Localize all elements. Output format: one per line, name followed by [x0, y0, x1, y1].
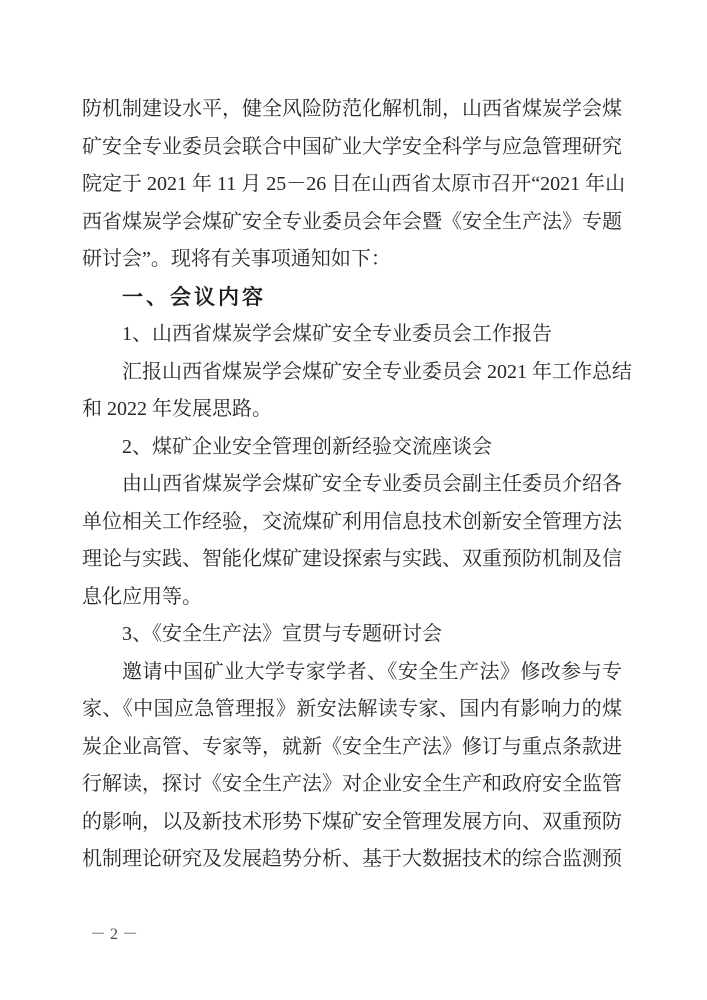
- text-line: 汇报山西省煤炭学会煤矿安全专业委员会 2021 年工作总结: [122, 360, 632, 383]
- text-line: 西省煤炭学会煤矿安全专业委员会年会暨《安全生产法》专题: [82, 210, 622, 233]
- text-line: 邀请中国矿业大学专家学者、《安全生产法》修改参与专: [122, 660, 622, 683]
- document-body: [82, 91, 632, 879]
- text-line: 理论与实践、智能化煤矿建设探索与实践、双重预防机制及信: [82, 548, 622, 570]
- page-number: － 2 －: [90, 926, 139, 943]
- text-line: 由山西省煤炭学会煤矿安全专业委员会副主任委员介绍各: [122, 473, 622, 495]
- text-line: 息化应用等。: [82, 585, 202, 608]
- text-line: 的影响，以及新技术形势下煤矿安全管理发展方向、双重预防: [82, 810, 622, 833]
- text-line: 行解读，探讨《安全生产法》对企业安全生产和政府安全监管: [82, 773, 622, 795]
- list-item-2: 2、煤矿企业安全管理创新经验交流座谈会: [122, 435, 492, 458]
- text-line: 研讨会”。现将有关事项通知如下：: [82, 248, 391, 270]
- text-line: 和 2022 年发展思路。: [82, 398, 272, 420]
- list-item-3: 3、《安全生产法》宣贯与专题研讨会: [122, 623, 442, 645]
- text-line: 院定于 2021 年 11 月 25－26 日在山西省太原市召开“2021 年山: [82, 173, 626, 195]
- section-heading: 一、会议内容: [122, 285, 266, 309]
- text-line: 家、《中国应急管理报》新安法解读专家、国内有影响力的煤: [82, 698, 622, 720]
- text-line: 炭企业高管、专家等，就新《安全生产法》修订与重点条款进: [82, 735, 622, 758]
- text-line: 矿安全专业委员会联合中国矿业大学安全科学与应急管理研究: [82, 135, 622, 158]
- text-line: 机制理论研究及发展趋势分析、基于大数据技术的综合监测预: [82, 848, 622, 870]
- text-line: 防机制建设水平，健全风险防范化解机制，山西省煤炭学会煤: [82, 98, 622, 120]
- list-item-1: 1、山西省煤炭学会煤矿安全专业委员会工作报告: [122, 323, 552, 345]
- text-line: 单位相关工作经验，交流煤矿利用信息技术创新安全管理方法: [82, 510, 622, 533]
